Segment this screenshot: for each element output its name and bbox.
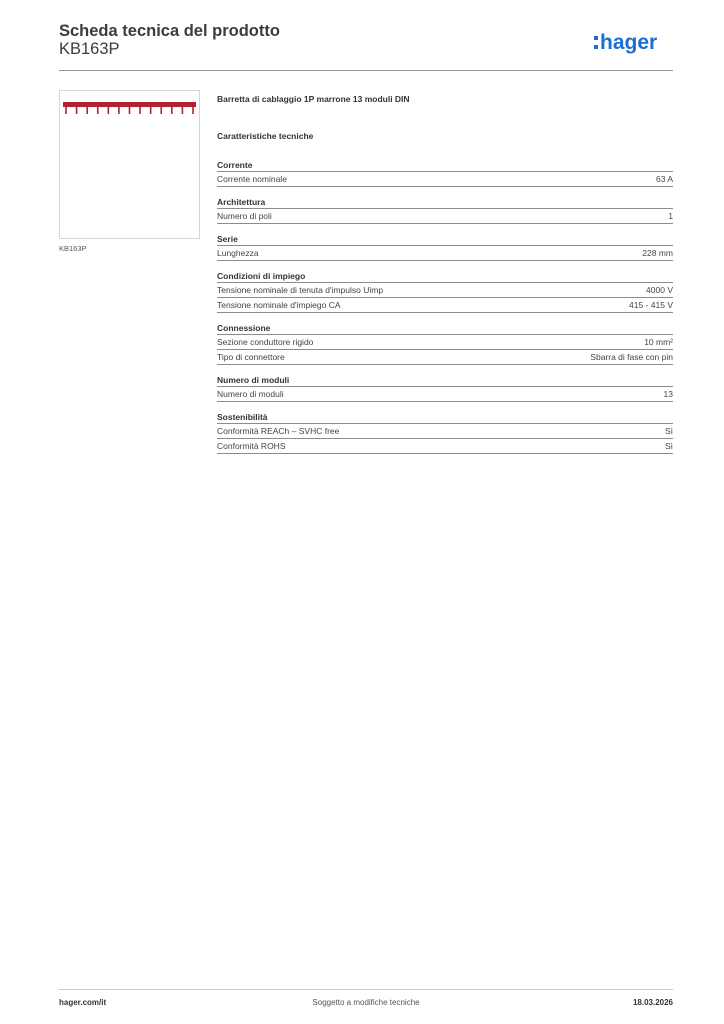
spec-value: Sì [664, 426, 673, 436]
spec-value: Sì [664, 441, 673, 451]
busbar-pin [182, 107, 184, 114]
page-title: Scheda tecnica del prodotto [59, 22, 280, 40]
busbar-pin [160, 107, 162, 114]
spec-row [217, 387, 673, 402]
brand-wordmark: hager [600, 31, 658, 54]
spec-label: Tensione nominale di tenuta d'impulso Uimp [217, 285, 384, 295]
footer-website[interactable]: hager.com/it [59, 998, 107, 1007]
busbar-pin [108, 107, 110, 114]
spec-group [217, 322, 673, 365]
spec-value: 415 - 415 V [629, 300, 673, 310]
spec-value: 13 [663, 389, 673, 399]
busbar-pin [171, 107, 173, 114]
group-title: Corrente [217, 159, 673, 172]
spec-group [217, 411, 673, 454]
spec-label: Corrente nominale [217, 174, 287, 184]
spec-label: Numero di moduli [217, 389, 284, 399]
page-header [59, 20, 673, 71]
busbar-pin [76, 107, 78, 114]
hager-logo [593, 26, 673, 58]
group-title: Serie [217, 233, 673, 246]
spec-value: 1 [668, 211, 673, 221]
spec-group [217, 159, 673, 187]
busbar-pin [118, 107, 120, 114]
spec-value: 10 mm² [644, 337, 673, 347]
spec-content [217, 94, 673, 463]
group-title: Connessione [217, 322, 673, 335]
spec-label: Lunghezza [217, 248, 259, 258]
busbar-pin [65, 107, 67, 114]
spec-groups [217, 159, 673, 454]
group-title: Numero di moduli [217, 374, 673, 387]
busbar-illustration [60, 91, 199, 238]
group-title: Architettura [217, 196, 673, 209]
spec-label: Tensione nominale d'impiego CA [217, 300, 341, 310]
spec-row [217, 283, 673, 298]
spec-label: Numero di poli [217, 211, 272, 221]
product-name: Barretta di cablaggio 1P marrone 13 moduli DIN [217, 94, 410, 104]
spec-row [217, 246, 673, 261]
product-code: KB163P [59, 40, 120, 58]
group-title: Sostenibilità [217, 411, 673, 424]
spec-group [217, 374, 673, 402]
spec-row [217, 209, 673, 224]
spec-value: 4000 V [646, 285, 673, 295]
spec-row [217, 335, 673, 350]
product-image [59, 90, 200, 239]
spec-value: Sbarra di fase con pin [590, 352, 673, 362]
spec-row [217, 439, 673, 454]
busbar-pin [139, 107, 141, 114]
spec-row [217, 424, 673, 439]
busbar-pin [150, 107, 152, 114]
busbar-pin [129, 107, 131, 114]
spec-value: 63 A [655, 174, 673, 184]
busbar-pin [86, 107, 88, 114]
spec-label: Conformità REACh – SVHC free [217, 426, 340, 436]
spec-value: 228 mm [642, 248, 673, 258]
spec-label: Tipo di connettore [217, 352, 285, 362]
spec-group [217, 233, 673, 261]
footer-date: 18.03.2026 [632, 998, 673, 1007]
busbar-pin [192, 107, 194, 114]
spec-label: Sezione conduttore rigido [217, 337, 314, 347]
tech-heading: Caratteristiche tecniche [217, 131, 314, 141]
busbar-pin [97, 107, 99, 114]
spec-group [217, 270, 673, 313]
spec-row [217, 350, 673, 365]
group-title: Condizioni di impiego [217, 270, 673, 283]
image-caption: KB163P [59, 244, 87, 253]
spec-row [217, 172, 673, 187]
footer-note: Soggetto a modifiche tecniche [312, 998, 420, 1007]
page-footer [59, 989, 673, 1020]
spec-label: Conformità ROHS [217, 441, 286, 451]
spec-row [217, 298, 673, 313]
spec-group [217, 196, 673, 224]
